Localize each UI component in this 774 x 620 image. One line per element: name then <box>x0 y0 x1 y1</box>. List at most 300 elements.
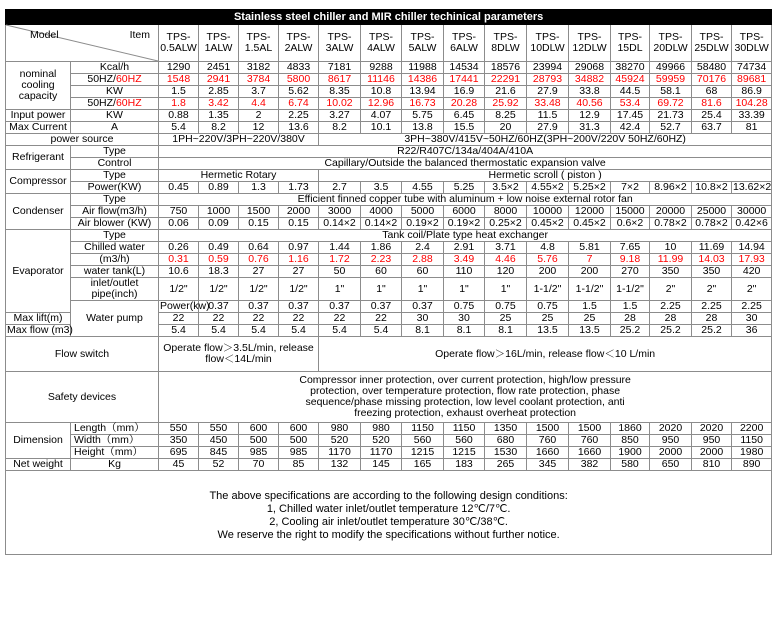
kw-cell: 5.62 <box>279 86 319 98</box>
tank-cell: 270 <box>611 266 650 278</box>
tank-cell: 420 <box>732 266 772 278</box>
airflow-cell: 1000 <box>199 206 239 218</box>
chilled-cell: 0.26 <box>159 242 199 254</box>
kw-cell: 16.9 <box>444 86 485 98</box>
max-current-cell: 27.9 <box>527 122 569 134</box>
model-header-cell: TPS-1.5AL <box>239 25 279 62</box>
kcal-cell: 49966 <box>650 62 692 74</box>
tank-cell: 110 <box>444 266 485 278</box>
height-cell: 2000 <box>692 447 732 459</box>
chilled60-cell: 1.72 <box>319 254 361 266</box>
width-cell: 500 <box>279 435 319 447</box>
net-weight-cell: 890 <box>732 459 772 471</box>
compressor-power-cell: 4.55×2 <box>527 182 569 194</box>
pump-power-cell: 0.37 <box>279 301 319 313</box>
height-label: Height（mm） <box>71 447 159 459</box>
power-source-label: power source <box>6 134 159 146</box>
width-cell: 560 <box>402 435 444 447</box>
refrigerant-type-label: Type <box>71 146 159 158</box>
condenser-label: Condenser <box>6 194 71 230</box>
pump-power-cell: 1.5 <box>611 301 650 313</box>
max-current-unit: A <box>71 122 159 134</box>
kw-cell: 10.8 <box>361 86 402 98</box>
blower-cell: 0.09 <box>199 218 239 230</box>
pipe-cell: 1" <box>485 278 527 301</box>
pipe-cell: 1-1/2" <box>611 278 650 301</box>
input-power-cell: 1.35 <box>199 110 239 122</box>
pump-power-cell: 0.37 <box>199 301 239 313</box>
kcal-cell: 74734 <box>732 62 772 74</box>
evaporator-type-value: Tank coil/Plate type heat exchanger <box>159 230 772 242</box>
spec-sheet <box>5 9 771 555</box>
pump-flow-cell: 13.5 <box>569 325 611 337</box>
power-source-large: 3PH~380V/415V~50HZ/60HZ(3PH~200V/220V 50HZ/60HZ) <box>319 134 772 146</box>
compressor-power-cell: 7×2 <box>611 182 650 194</box>
max-current-cell: 8.2 <box>319 122 361 134</box>
kcal60-cell: 1548 <box>159 74 199 86</box>
kcal60-cell: 17441 <box>444 74 485 86</box>
kw60-cell: 104.28 <box>732 98 772 110</box>
chilled60-cell: 4.46 <box>485 254 527 266</box>
pump-power-label: Power(kw) <box>160 300 210 312</box>
kw-cell: 58.1 <box>650 86 692 98</box>
chilled-unit-label: (m3/h) <box>71 254 159 266</box>
tank-cell: 350 <box>692 266 732 278</box>
pump-lift-cell: 28 <box>650 313 692 325</box>
length-cell: 600 <box>279 423 319 435</box>
kw60-cell: 6.74 <box>279 98 319 110</box>
condenser-type-label: Type <box>71 194 159 206</box>
chilled-cell: 2.91 <box>444 242 485 254</box>
length-cell: 2020 <box>692 423 732 435</box>
airflow-cell: 2000 <box>279 206 319 218</box>
item-label: Item <box>129 29 150 41</box>
kw60-cell: 3.42 <box>199 98 239 110</box>
tank-cell: 120 <box>485 266 527 278</box>
kcal60-cell: 11146 <box>361 74 402 86</box>
model-header-cell: TPS-25DLW <box>692 25 732 62</box>
kw-cell: 44.5 <box>611 86 650 98</box>
kcal60-cell: 28793 <box>527 74 569 86</box>
tank-cell: 60 <box>402 266 444 278</box>
pump-lift-cell: 30 <box>402 313 444 325</box>
length-cell: 980 <box>319 423 361 435</box>
max-current-cell: 8.2 <box>199 122 239 134</box>
kw60-cell: 69.72 <box>650 98 692 110</box>
kcal-cell: 9288 <box>361 62 402 74</box>
airflow-cell: 5000 <box>402 206 444 218</box>
flow-switch-label: Flow switch <box>6 337 159 372</box>
blower-cell: 0.78×2 <box>650 218 692 230</box>
pipe-cell: 1" <box>402 278 444 301</box>
compressor-power-cell: 1.3 <box>239 182 279 194</box>
water-pump-label: Water pump <box>71 301 159 337</box>
compressor-power-cell: 1.73 <box>279 182 319 194</box>
pump-lift-cell: 30 <box>732 313 772 325</box>
length-cell: 1150 <box>402 423 444 435</box>
net-weight-cell: 70 <box>239 459 279 471</box>
max-current-cell: 20 <box>485 122 527 134</box>
height-cell: 1170 <box>361 447 402 459</box>
height-cell: 1660 <box>527 447 569 459</box>
pipe-cell: 1/2" <box>239 278 279 301</box>
pipe-cell: 2" <box>650 278 692 301</box>
tank-cell: 200 <box>527 266 569 278</box>
pump-flow-cell: 5.4 <box>159 325 199 337</box>
input-power-cell: 11.5 <box>527 110 569 122</box>
net-weight-cell: 165 <box>402 459 444 471</box>
kcal60-cell: 14386 <box>402 74 444 86</box>
height-cell: 1900 <box>611 447 650 459</box>
kw60-cell: 16.73 <box>402 98 444 110</box>
pump-lift-cell: 22 <box>199 313 239 325</box>
input-power-cell: 2 <box>239 110 279 122</box>
net-weight-cell: 183 <box>444 459 485 471</box>
evaporator-type-label: Type <box>71 230 159 242</box>
blower-cell: 0.19×2 <box>402 218 444 230</box>
flow-switch-small: Operate flow＞3.5L/min, release flow＜14L/min <box>159 337 319 372</box>
pump-power-cell: 0.75 <box>444 301 485 313</box>
kcal-cell: 58480 <box>692 62 732 74</box>
length-cell: 550 <box>159 423 199 435</box>
tank-cell: 27 <box>239 266 279 278</box>
airflow-cell: 15000 <box>611 206 650 218</box>
max-current-cell: 5.4 <box>159 122 199 134</box>
net-weight-cell: 345 <box>527 459 569 471</box>
pump-power-cell: 2.25 <box>732 301 772 313</box>
pump-flow-cell: 5.4 <box>239 325 279 337</box>
input-power-label: Input power <box>6 110 71 122</box>
note-line: The above specifications are according to the following design conditions: <box>209 489 568 502</box>
airflow-cell: 30000 <box>732 206 772 218</box>
kcal60-cell: 45924 <box>611 74 650 86</box>
max-current-cell: 10.1 <box>361 122 402 134</box>
net-weight-cell: 382 <box>569 459 611 471</box>
kcal60-cell: 2941 <box>199 74 239 86</box>
model-header-cell: TPS-30DLW <box>732 25 772 62</box>
kcal-cell: 4833 <box>279 62 319 74</box>
kcal-unit: Kcal/h <box>71 62 159 74</box>
safety-value: Compressor inner protection, over current protection, high/low pressure protection, over temperature protection, flow rate protection, phase sequence/phase missing protection, low level coolant protection, anti freezing protection, exhaust overheat protection <box>159 372 772 423</box>
condenser-type-value: Efficient finned copper tube with aluminum + low noise external rotor fan <box>159 194 772 206</box>
pump-power-cell: 2.25 <box>692 301 732 313</box>
note-line: We reserve the right to modify the specifications without further notice. <box>217 528 560 541</box>
kw60-cell: 1.8 <box>159 98 199 110</box>
chilled60-cell: 2.88 <box>402 254 444 266</box>
kcal-cell: 11988 <box>402 62 444 74</box>
pipe-label: inlet/outlet pipe(inch) <box>71 278 159 301</box>
compressor-type-scroll: Hermetic scroll ( piston ) <box>319 170 772 182</box>
net-weight-cell: 265 <box>485 459 527 471</box>
pump-power-cell: 0.75 <box>485 301 527 313</box>
width-cell: 760 <box>527 435 569 447</box>
kw-unit: KW <box>71 86 159 98</box>
pump-flow-label: Max flow (m3) <box>7 324 73 336</box>
blower-cell: 0.14×2 <box>319 218 361 230</box>
kcal60-cell: 5800 <box>279 74 319 86</box>
blower-cell: 0.19×2 <box>444 218 485 230</box>
blower-cell: 0.6×2 <box>611 218 650 230</box>
model-label: Model <box>30 29 59 41</box>
chilled-cell: 2.4 <box>402 242 444 254</box>
kw-cell: 21.6 <box>485 86 527 98</box>
compressor-power-cell: 0.45 <box>159 182 199 194</box>
pipe-cell: 1/2" <box>279 278 319 301</box>
kcal60-cell: 3784 <box>239 74 279 86</box>
height-cell: 985 <box>239 447 279 459</box>
width-cell: 680 <box>485 435 527 447</box>
blower-cell: 0.78×2 <box>692 218 732 230</box>
airflow-cell: 1500 <box>239 206 279 218</box>
pump-power-cell: 0.37 <box>361 301 402 313</box>
input-power-cell: 4.07 <box>361 110 402 122</box>
pump-lift-cell: 25 <box>569 313 611 325</box>
pump-flow-cell: 8.1 <box>485 325 527 337</box>
kw-cell: 68 <box>692 86 732 98</box>
pump-flow-cell: 25.2 <box>692 325 732 337</box>
tank-cell: 200 <box>569 266 611 278</box>
net-weight-cell: 145 <box>361 459 402 471</box>
length-cell: 1150 <box>444 423 485 435</box>
height-cell: 1660 <box>569 447 611 459</box>
pipe-cell: 1-1/2" <box>569 278 611 301</box>
evaporator-label: Evaporator <box>6 230 71 313</box>
net-weight-cell: 52 <box>199 459 239 471</box>
kw60-cell: 4.4 <box>239 98 279 110</box>
max-current-cell: 31.3 <box>569 122 611 134</box>
max-current-cell: 81 <box>732 122 772 134</box>
max-current-label: Max Current <box>6 122 71 134</box>
length-cell: 2200 <box>732 423 772 435</box>
compressor-power-cell: 3.5×2 <box>485 182 527 194</box>
airflow-cell: 3000 <box>319 206 361 218</box>
model-header-cell: TPS-12DLW <box>569 25 611 62</box>
input-power-cell: 33.39 <box>732 110 772 122</box>
airflow-cell: 4000 <box>361 206 402 218</box>
chilled60-cell: 5.76 <box>527 254 569 266</box>
pump-flow-cell: 13.5 <box>527 325 569 337</box>
input-power-cell: 8.25 <box>485 110 527 122</box>
width-cell: 1150 <box>732 435 772 447</box>
chilled60-cell: 0.76 <box>239 254 279 266</box>
input-power-cell: 17.45 <box>611 110 650 122</box>
pump-lift-cell: 30 <box>444 313 485 325</box>
chilled60-cell: 0.59 <box>199 254 239 266</box>
tank-cell: 10.6 <box>159 266 199 278</box>
compressor-label: Compressor <box>6 170 71 194</box>
pump-flow-cell: 25.2 <box>650 325 692 337</box>
kw-cell: 86.9 <box>732 86 772 98</box>
kcal-cell: 7181 <box>319 62 361 74</box>
airflow-label: Air flow(m3/h) <box>71 206 159 218</box>
refrigerant-type-value: R22/R407C/134a/404A/410A <box>159 146 772 158</box>
tank-cell: 27 <box>279 266 319 278</box>
length-cell: 980 <box>361 423 402 435</box>
refrigerant-control-value: Capillary/Outside the balanced thermostatic expansion valve <box>159 158 772 170</box>
airflow-cell: 10000 <box>527 206 569 218</box>
compressor-power-cell: 4.55 <box>402 182 444 194</box>
chilled60-cell: 3.49 <box>444 254 485 266</box>
width-cell: 950 <box>692 435 732 447</box>
compressor-power-cell: 10.8×2 <box>692 182 732 194</box>
length-cell: 1500 <box>527 423 569 435</box>
chilled60-cell: 7 <box>569 254 611 266</box>
net-weight-cell: 580 <box>611 459 650 471</box>
pump-lift-cell: 22 <box>319 313 361 325</box>
height-cell: 1215 <box>402 447 444 459</box>
width-cell: 350 <box>159 435 199 447</box>
pump-lift-cell: 25 <box>527 313 569 325</box>
airflow-cell: 6000 <box>444 206 485 218</box>
pipe-cell: 1-1/2" <box>527 278 569 301</box>
cooling-capacity-label: nominal cooling capacity <box>6 62 71 110</box>
net-weight-cell: 132 <box>319 459 361 471</box>
input-power-cell: 21.73 <box>650 110 692 122</box>
power-source-small: 1PH~220V/3PH~220V/380V <box>159 134 319 146</box>
height-cell: 1170 <box>319 447 361 459</box>
pump-lift-cell: 25 <box>485 313 527 325</box>
pump-flow-cell: 8.1 <box>402 325 444 337</box>
airflow-cell: 8000 <box>485 206 527 218</box>
compressor-power-cell: 13.62×2 <box>733 181 772 193</box>
kw-cell: 33.8 <box>569 86 611 98</box>
note-line: 2, Cooling air inlet/outlet temperature 30℃/38℃. <box>269 515 508 528</box>
kw-cell: 13.94 <box>402 86 444 98</box>
length-cell: 1350 <box>485 423 527 435</box>
model-header-cell: TPS-15DL <box>611 25 650 62</box>
height-cell: 1215 <box>444 447 485 459</box>
kcal60-cell: 70176 <box>692 74 732 86</box>
unit-60hz: 60HZ <box>115 73 142 85</box>
pipe-cell: 2" <box>732 278 772 301</box>
width-cell: 950 <box>650 435 692 447</box>
airflow-cell: 750 <box>159 206 199 218</box>
dimension-label: Dimension <box>6 423 71 459</box>
length-label: Length（mm） <box>71 423 159 435</box>
net-weight-cell: 85 <box>279 459 319 471</box>
kw-cell: 8.35 <box>319 86 361 98</box>
chilled-cell: 11.69 <box>692 242 732 254</box>
compressor-power-cell: 3.5 <box>361 182 402 194</box>
pump-power-cell: 1.5 <box>569 301 611 313</box>
pump-lift-cell: 28 <box>611 313 650 325</box>
tank-cell: 18.3 <box>199 266 239 278</box>
pipe-cell: 2" <box>692 278 732 301</box>
kcal-cell: 14534 <box>444 62 485 74</box>
kw-cell: 27.9 <box>527 86 569 98</box>
pipe-cell: 1" <box>361 278 402 301</box>
model-header-cell: TPS-6ALW <box>444 25 485 62</box>
compressor-power-label: Power(KW) <box>71 182 159 194</box>
net-weight-cell: 650 <box>650 459 692 471</box>
model-header-cell: TPS-1ALW <box>199 25 239 62</box>
kcal-cell: 23994 <box>527 62 569 74</box>
width-cell: 520 <box>319 435 361 447</box>
airflow-cell: 12000 <box>569 206 611 218</box>
input-power-cell: 6.45 <box>444 110 485 122</box>
chilled-cell: 1.44 <box>319 242 361 254</box>
kw-cell: 3.7 <box>239 86 279 98</box>
compressor-power-cell: 5.25×2 <box>569 182 611 194</box>
blower-cell: 0.15 <box>239 218 279 230</box>
compressor-type-label: Type <box>71 170 159 182</box>
kcal60-cell: 22291 <box>485 74 527 86</box>
model-header-cell: TPS-3ALW <box>319 25 361 62</box>
unit-50hz: 50HZ/ <box>87 97 116 109</box>
chilled-water-label: Chilled water <box>71 242 159 254</box>
kcal60-unit <box>71 74 159 86</box>
pump-lift-cell: 28 <box>692 313 732 325</box>
chilled-cell: 7.65 <box>611 242 650 254</box>
model-header-cell: TPS-4ALW <box>361 25 402 62</box>
kw-cell: 2.85 <box>199 86 239 98</box>
pump-flow-cell: 8.1 <box>444 325 485 337</box>
note-line: 1, Chilled water inlet/outlet temperature 12℃/7℃. <box>266 502 511 515</box>
blower-cell: 0.15 <box>279 218 319 230</box>
max-current-cell: 13.8 <box>402 122 444 134</box>
input-power-cell: 25.4 <box>692 110 732 122</box>
blower-label: Air blower (KW) <box>71 218 159 230</box>
chilled-cell: 0.49 <box>199 242 239 254</box>
chilled-cell: 5.81 <box>569 242 611 254</box>
blower-cell: 0.42×6 <box>732 218 772 230</box>
model-header-cell: TPS-10DLW <box>527 25 569 62</box>
width-cell: 850 <box>611 435 650 447</box>
pump-lift-cell: 22 <box>279 313 319 325</box>
kcal60-cell: 8617 <box>319 74 361 86</box>
kw60-cell: 20.28 <box>444 98 485 110</box>
chilled-cell: 0.64 <box>239 242 279 254</box>
kw60-cell: 40.56 <box>569 98 611 110</box>
unit-60hz: 60HZ <box>115 97 142 109</box>
chilled-cell: 4.8 <box>527 242 569 254</box>
input-power-unit: KW <box>71 110 159 122</box>
length-cell: 600 <box>239 423 279 435</box>
kw-cell: 1.5 <box>159 86 199 98</box>
chilled60-cell: 17.93 <box>732 254 772 266</box>
pump-flow-cell: 5.4 <box>279 325 319 337</box>
input-power-cell: 5.75 <box>402 110 444 122</box>
input-power-cell: 2.25 <box>279 110 319 122</box>
max-current-cell: 63.7 <box>692 122 732 134</box>
unit-50hz: 50HZ/ <box>87 73 116 85</box>
chilled-cell: 0.97 <box>279 242 319 254</box>
kcal60-cell: 34882 <box>569 74 611 86</box>
refrigerant-control-label: Control <box>71 158 159 170</box>
model-header-cell: TPS-0.5ALW <box>159 25 199 62</box>
net-weight-cell: 45 <box>159 459 199 471</box>
kcal-cell: 3182 <box>239 62 279 74</box>
tank-cell: 350 <box>650 266 692 278</box>
model-header-cell: TPS-5ALW <box>402 25 444 62</box>
kw60-cell: 12.96 <box>361 98 402 110</box>
kcal60-cell: 89681 <box>732 74 772 86</box>
spec-table <box>5 9 772 555</box>
chilled-cell: 10 <box>650 242 692 254</box>
kw60-cell: 33.48 <box>527 98 569 110</box>
net-weight-label: Net weight <box>6 459 71 471</box>
blower-cell: 0.25×2 <box>485 218 527 230</box>
pump-lift-cell: 22 <box>239 313 279 325</box>
table-title: Stainless steel chiller and MIR chiller techinical parameters <box>6 10 772 25</box>
chilled-cell: 14.94 <box>732 242 772 254</box>
width-cell: 520 <box>361 435 402 447</box>
max-current-cell: 12 <box>239 122 279 134</box>
flow-switch-large: Operate flow＞16L/min, release flow＜10 L/min <box>319 337 772 372</box>
chilled60-cell: 0.31 <box>159 254 199 266</box>
compressor-type-rotary: Hermetic Rotary <box>159 170 319 182</box>
chilled60-cell: 1.16 <box>279 254 319 266</box>
